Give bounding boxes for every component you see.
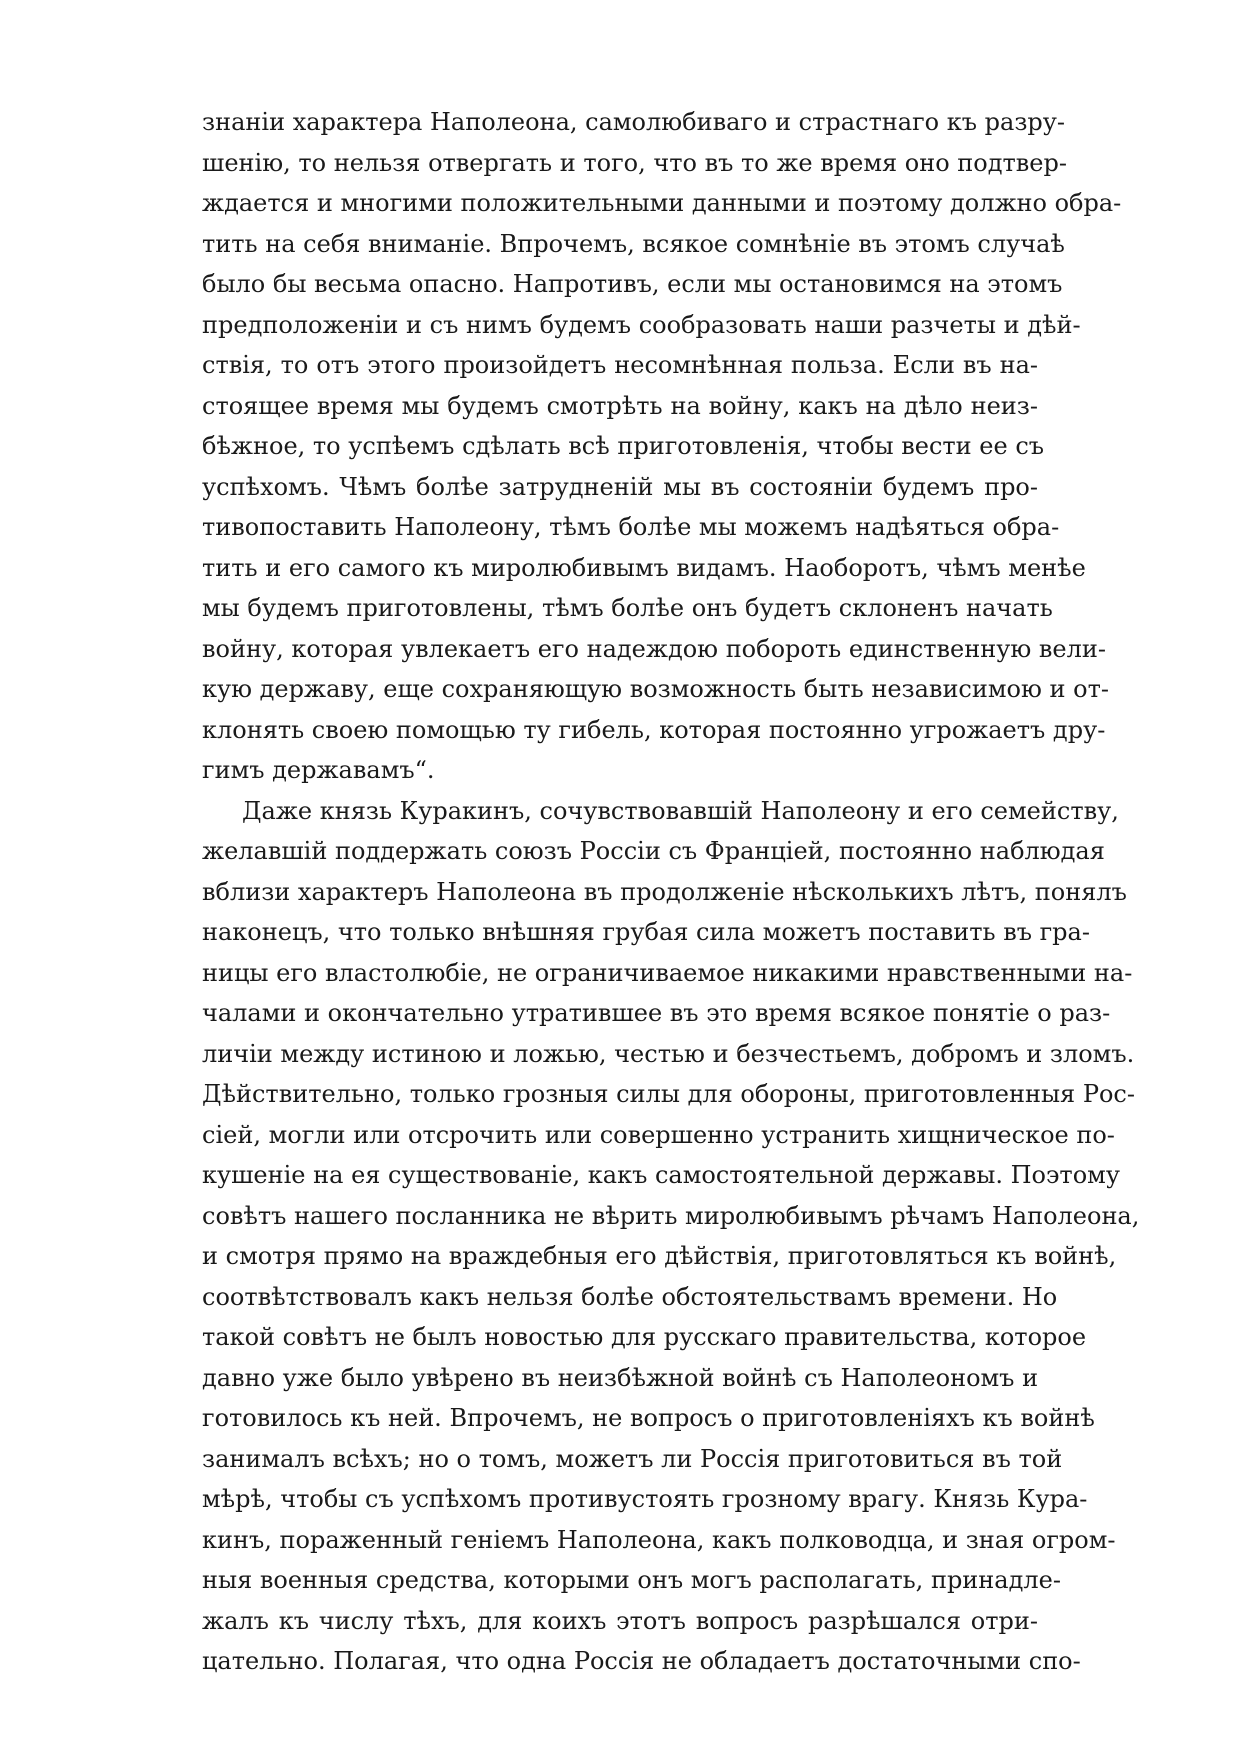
text-line: ницы его властолюбіе, не ограничиваемое никакими нравственными на- xyxy=(202,958,1133,987)
text-line: наконецъ, что только внѣшняя грубая сила можетъ поставить въ гра- xyxy=(202,918,1090,946)
text-line: занималъ всѣхъ; но о томъ, можетъ ли Россія приготовиться въ той xyxy=(202,1444,1063,1473)
text-line: соотвѣтствовалъ какъ нельзя болѣе обстоятельствамъ времени. Но xyxy=(202,1282,1058,1311)
text-line: войну, которая увлекаетъ его надеждою побороть единственную вели- xyxy=(202,634,1106,663)
text-line: тить на себя вниманіе. Впрочемъ, всякое сомнѣніе въ этомъ случаѣ xyxy=(202,229,1065,258)
text-line: тить и его самого къ миролюбивымъ видамъ. Наоборотъ, чѣмъ менѣе xyxy=(202,553,1086,582)
text-line: тивопоставить Наполеону, тѣмъ болѣе мы можемъ надѣяться обра- xyxy=(202,513,1060,541)
text-line: мы будемъ приготовлены, тѣмъ болѣе онъ будетъ склоненъ начать xyxy=(202,594,1053,622)
text-line: сіей, могли или отсрочить или совершенно устранить хищническое по- xyxy=(202,1120,1115,1149)
text-line: успѣхомъ. Чѣмъ болѣе затрудненій мы въ состояніи будемъ про- xyxy=(202,472,1038,501)
text-line: Даже князь Куракинъ, сочувствовавшій Наполеону и его семейству, xyxy=(242,796,1119,825)
text-line: бѣжное, то успѣемъ сдѣлать всѣ приготовленія, чтобы вести ее съ xyxy=(202,432,1045,460)
text-line: Дѣйствительно, только грозныя силы для обороны, приготовленныя Рос- xyxy=(202,1080,1135,1108)
paragraph-2 xyxy=(202,791,1140,1682)
text-line: кинъ, пораженный геніемъ Наполеона, какъ полководца, и зная огром- xyxy=(202,1525,1116,1554)
text-line: предположеніи и съ нимъ будемъ сообразовать наши разчеты и дѣй- xyxy=(202,310,1081,339)
text-line: цательно. Полагая, что одна Россія не обладаетъ достаточными спо- xyxy=(202,1647,1081,1675)
text-line: давно уже было увѣрено въ неизбѣжной войнѣ съ Наполеономъ и xyxy=(202,1363,1039,1392)
text-line: было бы весьма опасно. Напротивъ, если мы остановимся на этомъ xyxy=(202,270,1063,298)
text-line: и смотря прямо на враждебныя его дѣйствія, приготовляться къ войнѣ, xyxy=(202,1242,1117,1270)
text-line: кую державу, еще сохраняющую возможность быть независимою и от- xyxy=(202,675,1109,703)
text-line: совѣтъ нашего посланника не вѣрить миролюбивымъ рѣчамъ Наполеона, xyxy=(202,1201,1140,1230)
paragraph-1 xyxy=(202,102,1122,791)
text-line: готовилось къ ней. Впрочемъ, не вопросъ о приготовленіяхъ къ войнѣ xyxy=(202,1404,1095,1432)
text-line: жалъ къ числу тѣхъ, для коихъ этотъ вопросъ разрѣшался отри- xyxy=(202,1606,1038,1635)
body-text xyxy=(202,102,1140,1682)
text-line: вблизи характеръ Наполеона въ продолженіе нѣсколькихъ лѣтъ, понялъ xyxy=(202,877,1127,906)
text-line: шенію, то нельзя отвергать и того, что въ то же время оно подтвер- xyxy=(202,148,1067,177)
text-line: клонять своею помощью ту гибель, которая постоянно угрожаетъ дру- xyxy=(202,715,1106,744)
text-line: желавшій поддержать союзъ Россіи съ Франціей, постоянно наблюдая xyxy=(202,837,1105,865)
text-line: такой совѣтъ не былъ новостью для русскаго правительства, которое xyxy=(202,1323,1087,1351)
text-line: гимъ державамъ“. xyxy=(202,756,435,784)
text-line: мѣрѣ, чтобы съ успѣхомъ противустоять грозному врагу. Князь Кура- xyxy=(202,1485,1088,1513)
text-line: стоящее время мы будемъ смотрѣть на войну, какъ на дѣло неиз- xyxy=(202,391,1038,420)
text-line: знаніи характера Наполеона, самолюбиваго и страстнаго къ разру- xyxy=(202,108,1066,136)
text-line: чалами и окончательно утратившее въ это время всякое понятіе о раз- xyxy=(202,999,1111,1027)
text-line: личіи между истиною и ложью, честью и безчестьемъ, добромъ и зломъ. xyxy=(202,1039,1135,1068)
text-line: ждается и многими положительными данными и поэтому должно обра- xyxy=(202,189,1122,217)
text-line: кушеніе на ея существованіе, какъ самостоятельной державы. Поэтому xyxy=(202,1161,1120,1189)
text-line: ствія, то отъ этого произойдетъ несомнѣнная польза. Если въ на- xyxy=(202,351,1038,379)
text-line: ныя военныя средства, которыми онъ могъ располагать, принадле- xyxy=(202,1566,1061,1594)
